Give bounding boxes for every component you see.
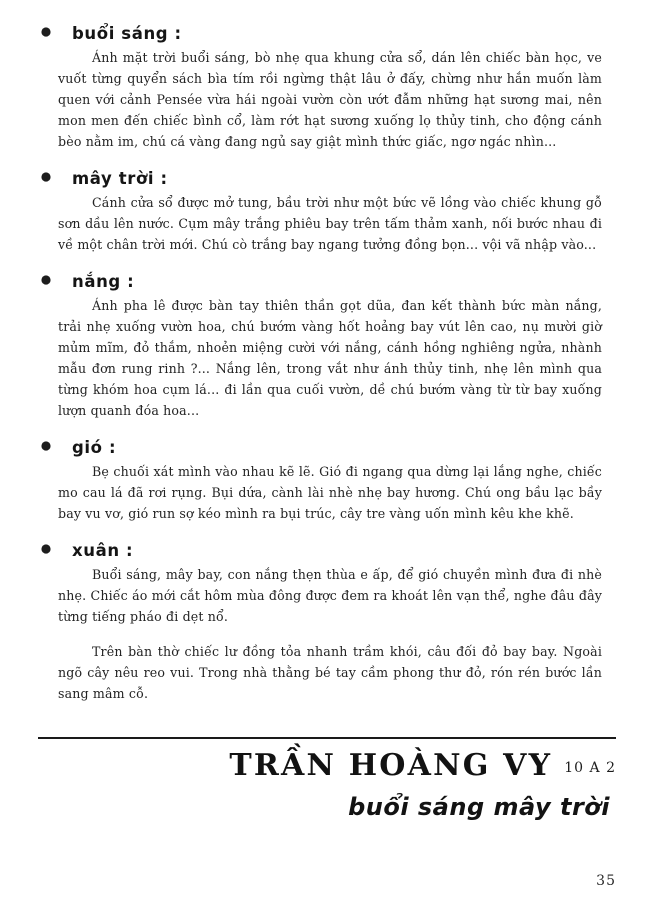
section-text [38, 461, 616, 524]
author-class: 10 A 2 [564, 760, 616, 776]
section-heading [42, 438, 616, 457]
section-title: nắng : [72, 272, 135, 291]
section-heading [42, 541, 616, 560]
bullet-icon [42, 28, 50, 36]
author-name: TRẦN HOÀNG VY [229, 748, 553, 783]
paragraph: Ánh pha lê được bàn tay thiên thần gọt dũa, đan kết thành bức màn nắng, trải nhẹ xuống vườn hoa, chú bướm vàng hốt hoảng bay vút lên cao, nụ mười giờ mủm mĩm, đỏ thắm, nhoẻn miệng cười với nắng, cánh hồng nghiêng ngửa, nhành mẫu đơn rung rinh ?... Nắng lên, trong vắt như ánh thủy tinh, nhẹ lên mình qua từng khóm hoa cụm lá... đi lần qua cuối vườn, dề chú bướm vàng từ từ bay xuống lượn quanh đóa hoa... [58, 298, 602, 418]
section-nang [38, 272, 616, 421]
section-title: gió : [72, 438, 117, 457]
bullet-icon [42, 442, 50, 450]
section-xuan [38, 541, 616, 704]
section-heading [42, 24, 616, 43]
section-gio [38, 438, 616, 524]
paragraph: Ánh mặt trời buổi sáng, bò nhẹ qua khung cửa sổ, dán lên chiếc bàn học, ve vuốt từng quyển sách bìa tím rồi ngừng thật lâu ở đấy, chừng như hắn muốn làm quen với cảnh Pensée vừa hái ngoài vườn còn ướt đẫm những hạt sương mai, nên mon men đến chiếc bình cổ, làm rớt hạt sương xuống lọ thủy tinh, cho động cánh bèo nằm im, chú cá vàng đang ngủ say giật mình thức giấc, ngơ ngác nhìn... [58, 50, 602, 149]
divider [38, 737, 616, 739]
signature-block [38, 748, 620, 821]
section-title: xuân : [72, 541, 134, 560]
paragraph: Trên bàn thờ chiếc lư đồng tỏa nhanh trầm khói, câu đối đỏ bay bay. Ngoài ngõ cây nêu reo vui. Trong nhà thằng bé tay cầm phong thư đỏ, rón rén bước lần sang mâm cỗ. [58, 644, 602, 701]
section-heading [42, 272, 616, 291]
author-line [38, 748, 616, 783]
paragraph: Buổi sáng, mây bay, con nắng thẹn thùa e ấp, để gió chuyền mình đưa đi nhè nhẹ. Chiếc áo mới cắt hôm mùa đông được đem ra khoát lên vạn thể, nghe đâu đây từng tiếng pháo đi dẹt nổ. [58, 567, 602, 624]
section-heading [42, 169, 616, 188]
bullet-icon [42, 545, 50, 553]
section-may-troi [38, 169, 616, 255]
section-text [38, 295, 616, 421]
section-title: buổi sáng : [72, 24, 182, 43]
section-buoi-sang [38, 24, 616, 152]
section-title: mây trời : [72, 169, 168, 188]
page-number: 35 [596, 873, 616, 889]
work-title: buổi sáng mây trời [348, 793, 610, 821]
section-text [38, 47, 616, 152]
section-text [38, 564, 616, 704]
section-text [38, 192, 616, 255]
article-body [38, 24, 616, 721]
paragraph: Bẹ chuối xát mình vào nhau kẽ lẽ. Gió đi ngang qua dừng lại lắng nghe, chiếc mo cau lá đã rơi rụng. Bụi dứa, cành lài nhè nhẹ bay hương. Chú ong bầu lạc bầy bay vu vơ, gió run sợ kéo mình ra bụi trúc, cây tre vàng uốn mình kêu khe khẽ. [58, 464, 602, 521]
bullet-icon [42, 276, 50, 284]
paragraph: Cánh cửa sổ được mở tung, bầu trời như một bức vẽ lồng vào chiếc khung gỗ sơn dầu lên nước. Cụm mây trắng phiêu bay trên tấm thảm xanh, nối bước nhau đi về một chân trời mới. Chú cò trắng bay ngang tưởng đồng bọn... vội vã nhập vào... [58, 195, 602, 252]
bullet-icon [42, 173, 50, 181]
